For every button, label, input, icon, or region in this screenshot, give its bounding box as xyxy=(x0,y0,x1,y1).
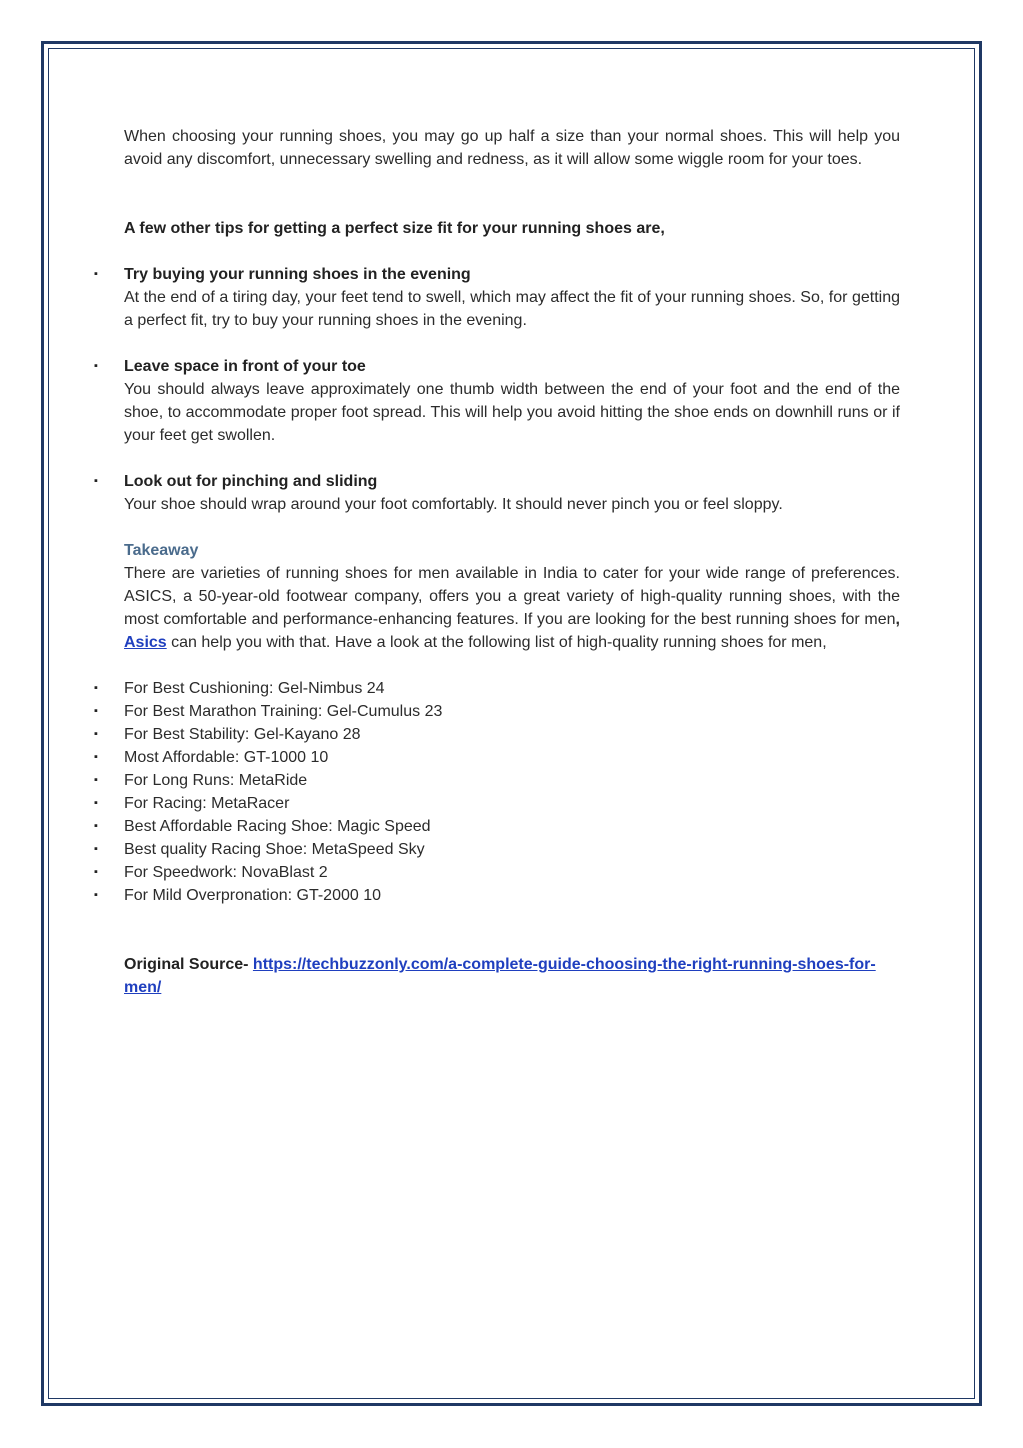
tip-item xyxy=(94,355,900,447)
tip-body: You should always leave approximately one thumb width between the end of your foot and the end of the shoe, to accommodate proper foot spread. This will help you avoid hitting the shoe ends on downhill runs or if your feet get swollen. xyxy=(124,381,900,444)
tip-title: Try buying your running shoes in the evening xyxy=(124,266,471,283)
list-item xyxy=(94,677,900,700)
list-item-text: For Speedwork: NovaBlast 2 xyxy=(124,864,328,881)
bullet-icon: ▪ xyxy=(94,797,98,809)
list-item-text: For Racing: MetaRacer xyxy=(124,795,290,812)
tip-body: At the end of a tiring day, your feet tend to swell, which may affect the fit of your running shoes. So, for getting a perfect fit, try to buy your running shoes in the evening. xyxy=(124,289,900,329)
bullet-icon: ▪ xyxy=(94,843,98,855)
shoe-list xyxy=(94,677,900,907)
bullet-icon: ▪ xyxy=(94,820,98,832)
list-item-text: For Best Marathon Training: Gel-Cumulus 23 xyxy=(124,703,443,720)
list-item xyxy=(94,769,900,792)
tip-title: Leave space in front of your toe xyxy=(124,358,366,375)
takeaway-text-after: can help you with that. Have a look at the following list of high-quality running shoes for men, xyxy=(171,634,827,651)
original-source xyxy=(124,953,900,999)
list-item xyxy=(94,723,900,746)
tip-body: Your shoe should wrap around your foot comfortably. It should never pinch you or feel sloppy. xyxy=(124,496,783,513)
list-item xyxy=(94,815,900,838)
document-content xyxy=(94,125,900,999)
bullet-icon: ▪ xyxy=(94,475,98,487)
bullet-icon: ▪ xyxy=(94,268,98,280)
asics-link[interactable]: Asics xyxy=(124,634,167,651)
list-item-text: Best quality Racing Shoe: MetaSpeed Sky xyxy=(124,841,425,858)
takeaway-text-before: There are varieties of running shoes for men available in India to cater for your wide range of preferences. ASICS, a 50-year-old footwear company, offers you a great variety of high-quality running shoes, with the most comfortable and performance-enhancing features. If you are looking for the best running shoes for men xyxy=(124,565,900,628)
list-item xyxy=(94,746,900,769)
bullet-icon: ▪ xyxy=(94,728,98,740)
takeaway-paragraph xyxy=(124,562,900,654)
tip-item xyxy=(94,470,900,516)
list-item-text: Most Affordable: GT-1000 10 xyxy=(124,749,329,766)
source-link[interactable]: https://techbuzzonly.com/a-complete-guide-choosing-the-right-running-shoes-for-men/ xyxy=(124,956,876,996)
bullet-icon: ▪ xyxy=(94,751,98,763)
tip-item xyxy=(94,263,900,332)
list-item-text: Best Affordable Racing Shoe: Magic Speed xyxy=(124,818,431,835)
intro-paragraph: When choosing your running shoes, you may go up half a size than your normal shoes. This will help you avoid any discomfort, unnecessary swelling and redness, as it will allow some wiggle room for your toes. xyxy=(124,128,900,168)
list-item xyxy=(94,884,900,907)
takeaway-comma: , xyxy=(895,611,900,628)
bullet-icon: ▪ xyxy=(94,360,98,372)
bullet-icon: ▪ xyxy=(94,889,98,901)
list-item xyxy=(94,861,900,884)
takeaway-heading: Takeaway xyxy=(124,542,199,559)
list-item xyxy=(94,700,900,723)
tips-lead: A few other tips for getting a perfect size fit for your running shoes are, xyxy=(124,220,665,237)
source-label: Original Source- xyxy=(124,956,249,973)
list-item xyxy=(94,792,900,815)
list-item-text: For Long Runs: MetaRide xyxy=(124,772,308,789)
list-item xyxy=(94,838,900,861)
bullet-icon: ▪ xyxy=(94,682,98,694)
bullet-icon: ▪ xyxy=(94,774,98,786)
bullet-icon: ▪ xyxy=(94,866,98,878)
list-item-text: For Best Cushioning: Gel-Nimbus 24 xyxy=(124,680,385,697)
tip-title: Look out for pinching and sliding xyxy=(124,473,378,490)
list-item-text: For Best Stability: Gel-Kayano 28 xyxy=(124,726,361,743)
bullet-icon: ▪ xyxy=(94,705,98,717)
list-item-text: For Mild Overpronation: GT-2000 10 xyxy=(124,887,382,904)
